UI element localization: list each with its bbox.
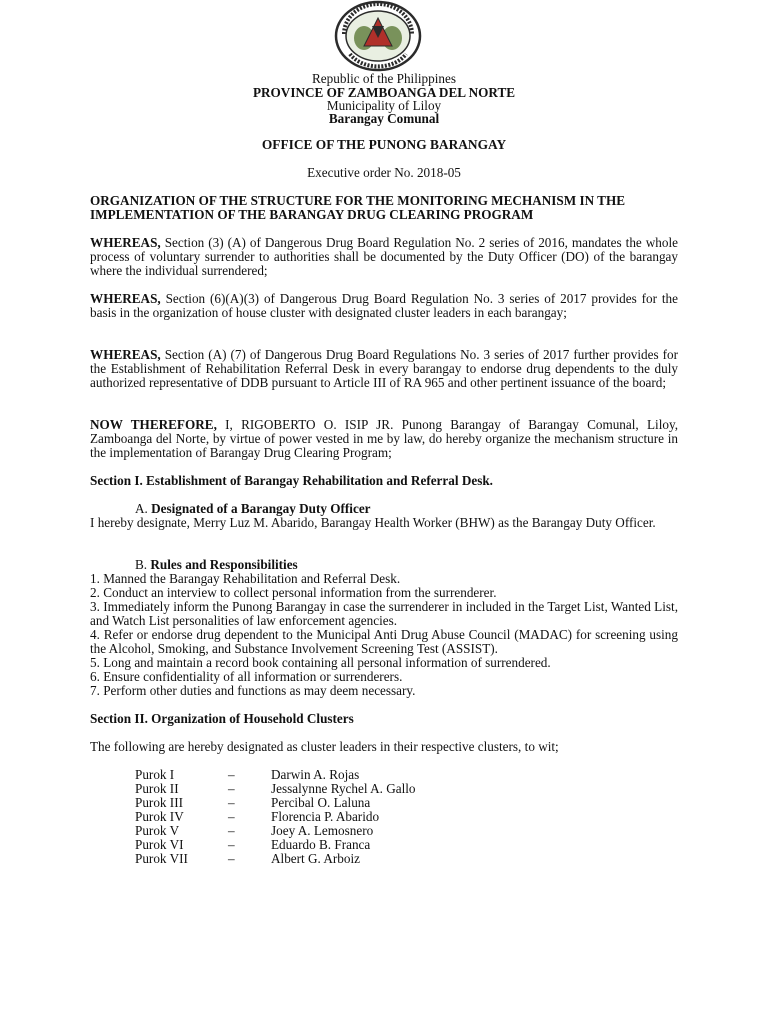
now-therefore-text: I, RIGOBERTO O. ISIP JR. Punong Barangay of Barangay Comunal, Liloy, Zamboanga del Norte, by virtue of power vested in me by law, do hereby organize the mechanism structure in the implementation of Barangay Drug Clearing Program; — [90, 417, 678, 460]
rule-item: 3. Immediately inform the Punong Barangay in case the surrenderer in included in the Target List, Wanted List, and Watch List personalities of law enforcement agencies. — [90, 599, 678, 628]
province-line: PROVINCE OF ZAMBOANGA DEL NORTE — [252, 85, 516, 100]
subsection-b-title: Rules and Responsibilities — [150, 557, 298, 572]
section-1-b — [90, 558, 678, 698]
section-1-a — [90, 502, 678, 530]
whereas-clause-2 — [90, 292, 678, 320]
section-1-heading: Section I. Establishment of Barangay Rehabilitation and Referral Desk. — [90, 473, 493, 488]
cluster-leaders-list — [135, 768, 535, 866]
whereas-text: Section (A) (7) of Dangerous Drug Board Regulations No. 3 series of 2017 further provides for the Establishment of Rehabilitation Referral Desk in every barangay to endorse drug dependents to the duly authorized representative of DDB pursuant to Article III of RA 965 and other pertinent issuance of the board; — [90, 347, 678, 390]
purok-name: Purok II — [135, 781, 179, 796]
barangay-seal-icon — [334, 0, 422, 72]
section-2-intro: The following are hereby designated as cluster leaders in their respective clusters, to wit; — [90, 739, 559, 754]
cluster-row — [135, 796, 535, 810]
subsection-b-letter: B. — [135, 557, 151, 572]
leader-name: Eduardo B. Franca — [271, 837, 371, 852]
cluster-row — [135, 838, 535, 852]
whereas-clause-3 — [90, 348, 678, 390]
dash: – — [228, 837, 235, 852]
purok-name: Purok IV — [135, 809, 184, 824]
office-heading: OFFICE OF THE PUNONG BARANGAY — [261, 137, 507, 152]
cluster-row — [135, 782, 535, 796]
now-therefore-clause — [90, 418, 678, 460]
section-2-heading: Section II. Organization of Household Clusters — [90, 711, 354, 726]
whereas-text: Section (6)(A)(3) of Dangerous Drug Board Regulation No. 3 series of 2017 provides for the basis in the organization of house cluster with designated cluster leaders in each barangay; — [90, 291, 678, 320]
dash: – — [228, 795, 235, 810]
leader-name: Jessalynne Rychel A. Gallo — [271, 781, 416, 796]
municipality-line: Municipality of Liloy — [326, 98, 442, 113]
barangay-line: Barangay Comunal — [328, 111, 440, 126]
subsection-a-heading — [90, 502, 678, 516]
dash: – — [228, 809, 235, 824]
cluster-row — [135, 852, 535, 866]
whereas-lead: WHEREAS, — [90, 291, 161, 306]
dash: – — [228, 781, 235, 796]
cluster-row — [135, 810, 535, 824]
rule-item: 4. Refer or endorse drug dependent to the Municipal Anti Drug Abuse Council (MADAC) for screening using the Alcohol, Smoking, and Substance Involvement Screening Test (ASSIST). — [90, 627, 678, 656]
dash: – — [228, 767, 235, 782]
purok-name: Purok III — [135, 795, 183, 810]
leader-name: Florencia P. Abarido — [271, 809, 380, 824]
subsection-a-letter: A. — [135, 501, 152, 516]
whereas-lead: WHEREAS, — [90, 235, 161, 250]
purok-name: Purok VII — [135, 851, 188, 866]
whereas-text: Section (3) (A) of Dangerous Drug Board Regulation No. 2 series of 2016, mandates the whole process of voluntary surrender to authorities shall be documented by the Duty Officer (DO) of the barangay where the individual surrendered; — [90, 235, 678, 278]
rule-item: 1. Manned the Barangay Rehabilitation and Referral Desk. — [90, 571, 401, 586]
leader-name: Percibal O. Laluna — [271, 795, 371, 810]
executive-order-number: Executive order No. 2018-05 — [307, 165, 461, 180]
dash: – — [228, 851, 235, 866]
document-title: ORGANIZATION OF THE STRUCTURE FOR THE MONITORING MECHANISM IN THE IMPLEMENTATION OF THE BARANGAY DRUG CLEARING PROGRAM — [90, 193, 626, 222]
purok-name: Purok VI — [135, 837, 184, 852]
cluster-row — [135, 824, 535, 838]
purok-name: Purok I — [135, 767, 175, 782]
rule-item: 2. Conduct an interview to collect personal information from the surrenderer. — [90, 585, 497, 600]
leader-name: Darwin A. Rojas — [271, 767, 360, 782]
purok-name: Purok V — [135, 823, 180, 838]
whereas-lead: WHEREAS, — [90, 347, 161, 362]
subsection-b-heading — [90, 558, 678, 572]
subsection-a-text: I hereby designate, Merry Luz M. Abarido, Barangay Health Worker (BHW) as the Barangay Duty Officer. — [90, 515, 656, 530]
rule-item: 5. Long and maintain a record book containing all personal information of surrendered. — [90, 655, 551, 670]
leader-name: Joey A. Lemosnero — [271, 823, 374, 838]
whereas-clause-1 — [90, 236, 678, 278]
now-therefore-lead: NOW THEREFORE, — [90, 417, 217, 432]
republic-line: Republic of the Philippines — [312, 71, 456, 86]
dash: – — [228, 823, 235, 838]
rule-item: 6. Ensure confidentiality of all information or surrenderers. — [90, 669, 403, 684]
cluster-row — [135, 768, 535, 782]
subsection-a-title: Designated of a Barangay Duty Officer — [151, 501, 371, 516]
rule-item: 7. Perform other duties and functions as may deem necessary. — [90, 683, 416, 698]
leader-name: Albert G. Arboiz — [271, 851, 360, 866]
